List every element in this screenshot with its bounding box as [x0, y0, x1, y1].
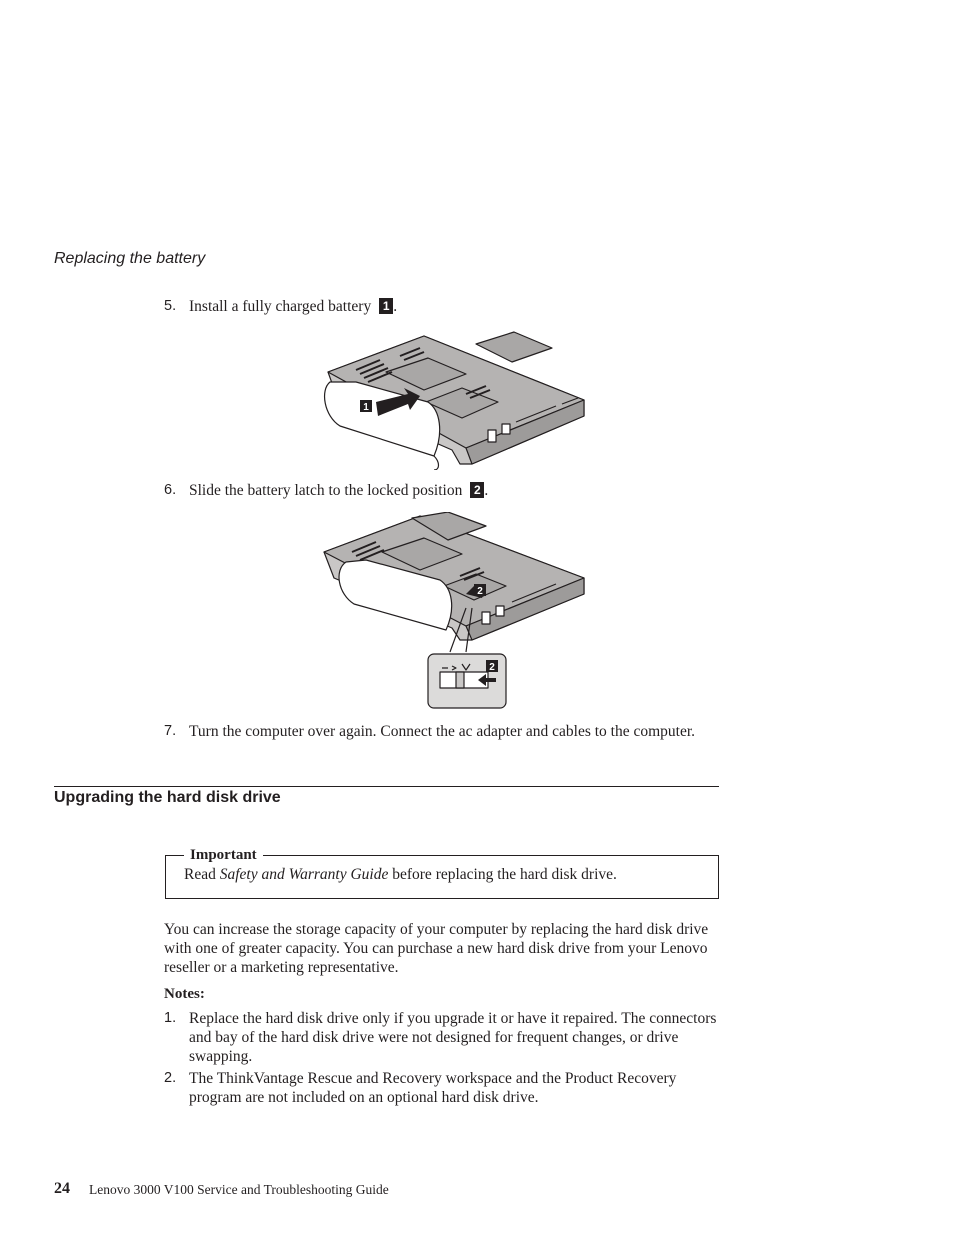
note-item [164, 1069, 724, 1109]
step-text: Slide the battery latch to the locked position [189, 482, 463, 499]
step-punctuation: . [393, 298, 398, 315]
section-title: Upgrading the hard disk drive [54, 789, 281, 806]
important-label: Important [184, 847, 263, 864]
important-book-title: Safety and Warranty Guide [219, 866, 389, 883]
important-text-end: before replacing the hard disk drive. [388, 866, 617, 883]
note-text: The ThinkVantage Rescue and Recovery workspace and the Product Recovery program are not included on an optional hard disk drive. [189, 1070, 677, 1106]
important-text-start: Read [184, 866, 220, 883]
step-number: 6. [164, 482, 177, 498]
step-7 [164, 722, 724, 762]
battery-latch-illustration [316, 512, 588, 710]
intro-paragraph: You can increase the storage capacity of your computer by replacing the hard disk drive with one of greater capacity. You can purchase a new hard disk drive from your Lenovo reseller or a marketing representative. [164, 921, 709, 976]
notes-label: Notes: [164, 986, 205, 1002]
note-number: 2. [164, 1070, 177, 1086]
battery-insert-illustration [316, 330, 588, 470]
note-number: 1. [164, 1010, 177, 1026]
inset-callout: 2 [489, 662, 495, 673]
page-number: 24 [54, 1180, 70, 1197]
step-number: 5. [164, 298, 177, 314]
step-text: Install a fully charged battery [189, 298, 372, 315]
important-text [184, 866, 617, 884]
step-punctuation: . [484, 482, 489, 499]
figure-callout: 1 [363, 402, 369, 413]
note-text: Replace the hard disk drive only if you upgrade it or have it repaired. The connectors and bay of the hard disk drive were not designed for frequent changes, or drive swapping. [189, 1010, 717, 1065]
step-text: Turn the computer over again. Connect the ac adapter and cables to the computer. [189, 723, 696, 740]
callout-badge: 2 [470, 482, 484, 498]
running-head: Replacing the battery [54, 250, 206, 267]
note-item [164, 1009, 724, 1067]
callout-badge: 1 [379, 298, 393, 314]
step-number: 7. [164, 723, 177, 739]
figure-callout: 2 [477, 586, 483, 597]
footer-title: Lenovo 3000 V100 Service and Troubleshooting Guide [89, 1182, 389, 1197]
section-rule [54, 786, 719, 787]
